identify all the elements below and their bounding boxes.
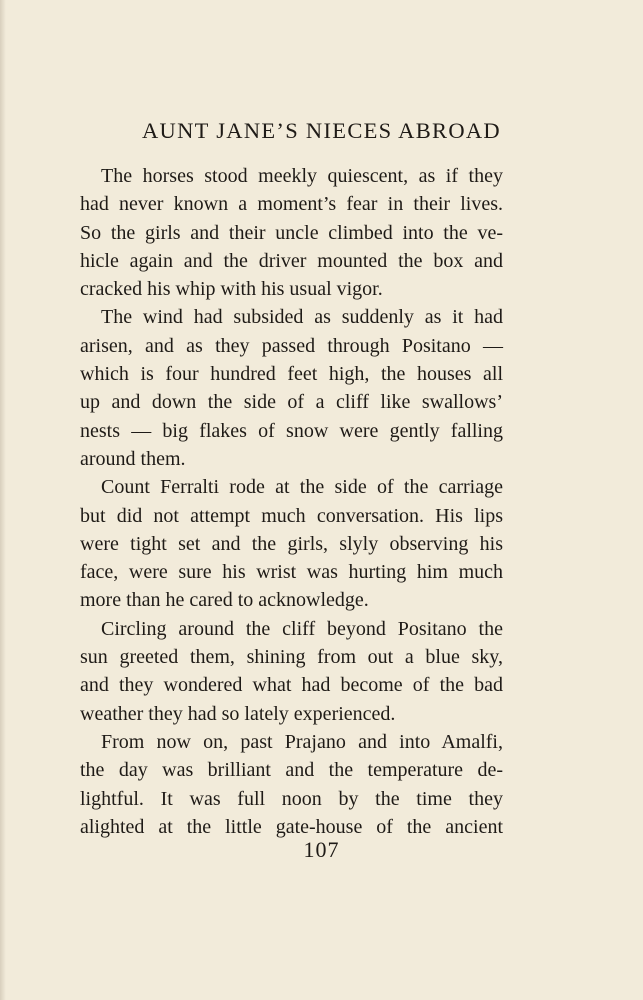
page-number: 107 (303, 837, 340, 862)
text-line: So the girls and their uncle climbed into the ve- (80, 221, 503, 244)
body-text (80, 162, 503, 841)
text-line: hicle again and the driver mounted the box and (80, 249, 503, 272)
text-line: around them. (80, 447, 186, 470)
text-line: weather they had so lately experienced. (80, 702, 396, 725)
text-line: Count Ferralti rode at the side of the carriage (101, 476, 503, 499)
text-line: and they wondered what had become of the bad (80, 674, 503, 697)
text-line: more than he cared to acknowledge. (80, 589, 369, 612)
text-line: arisen, and as they passed through Positano — (80, 334, 503, 357)
text-line: sun greeted them, shining from out a blue sky, (80, 646, 503, 669)
text-line: up and down the side of a cliff like swallows’ (80, 391, 503, 414)
text-line: The wind had subsided as suddenly as it had (101, 306, 503, 329)
text-line: had never known a moment’s fear in their lives. (80, 193, 503, 216)
text-line: face, were sure his wrist was hurting him much (80, 561, 503, 584)
text-line: Circling around the cliff beyond Positano the (101, 617, 503, 640)
text-line: From now on, past Prajano and into Amalfi, (101, 730, 503, 753)
text-line: The horses stood meekly quiescent, as if they (101, 165, 503, 187)
text-line: which is four hundred feet high, the houses all (80, 363, 503, 386)
text-line: alighted at the little gate-house of the ancient (80, 815, 503, 838)
text-line: nests — big flakes of snow were gently falling (80, 419, 503, 442)
text-line: were tight set and the girls, slyly observing his (80, 532, 503, 555)
running-head: AUNT JANE’S NIECES ABROAD (142, 118, 501, 143)
text-line: lightful. It was full noon by the time they (80, 787, 503, 810)
text-line: cracked his whip with his usual vigor. (80, 278, 383, 301)
text-line: but did not attempt much conversation. His lips (80, 504, 503, 527)
text-line: the day was brilliant and the temperature de- (80, 759, 503, 782)
